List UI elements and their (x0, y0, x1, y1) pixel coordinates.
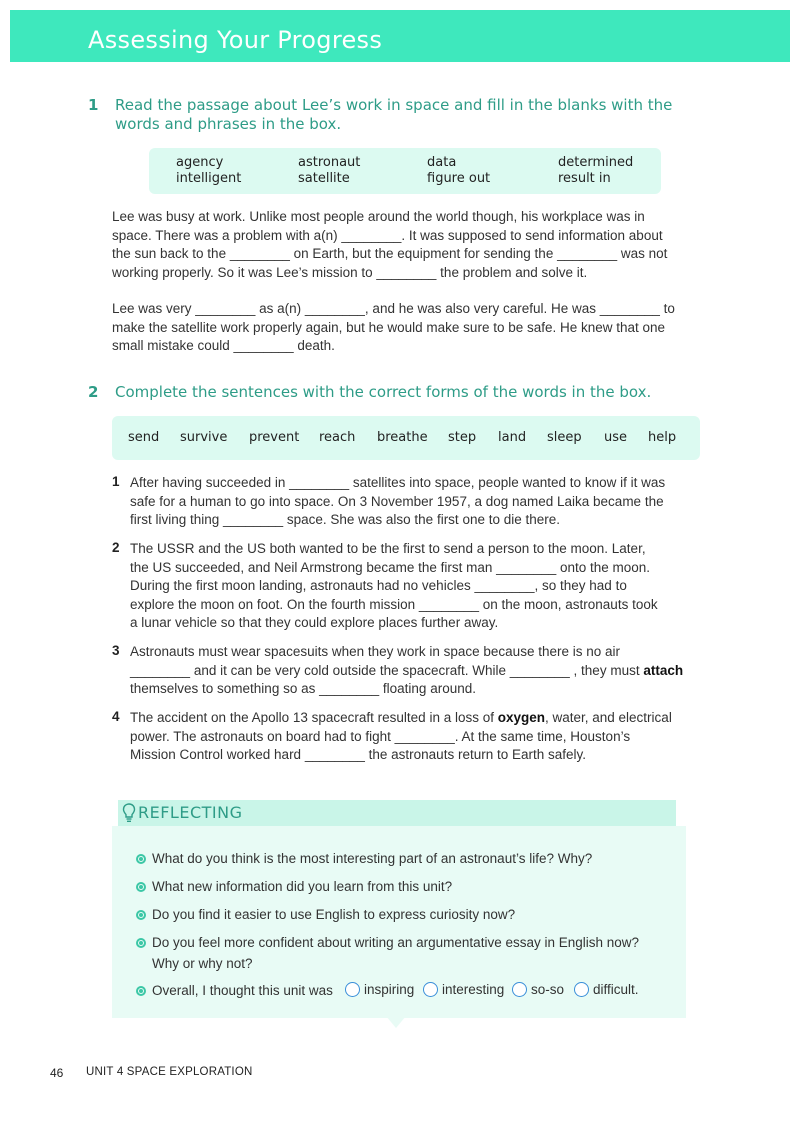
word-box-2-word: use (604, 430, 628, 445)
passage-line: make the satellite work properly again, but he would make sure to be safe. He knew that one (112, 319, 666, 335)
reflecting-panel-notch (386, 1016, 406, 1028)
word-box-1-word: agency (176, 155, 224, 170)
question-3-number: 3 (112, 643, 120, 658)
question-1-text (130, 474, 702, 530)
question-line: power. The astronauts on board had to fight ________. At the same time, Houston’s (130, 728, 631, 744)
word-box-1-word: determined (558, 155, 634, 170)
question-line (130, 662, 702, 681)
option-inspiring-radio[interactable] (345, 982, 360, 997)
word-box-2-word: land (498, 430, 527, 445)
bullet-icon (136, 854, 146, 864)
word-box-1-word: result in (558, 171, 611, 186)
word-box-1-word: astronaut (298, 155, 361, 170)
page-number: 46 (50, 1066, 64, 1080)
word-box-2-word: send (128, 430, 160, 445)
option-difficult-radio[interactable] (574, 982, 589, 997)
question-line: Astronauts must wear spacesuits when they work in space because there is no air (130, 644, 620, 659)
option-inspiring-label: inspiring (364, 982, 415, 997)
passage-paragraph-2 (112, 300, 700, 356)
question-line: After having succeeded in ________ satellites into space, people wanted to know if it was (130, 475, 666, 490)
reflecting-title: REFLECTING (138, 803, 243, 822)
question-1-number: 1 (112, 474, 120, 489)
reflecting-question: Do you feel more confident about writing an argumentative essay in English now? (152, 935, 640, 950)
question-line: Mission Control worked hard ________ the astronauts return to Earth safely. (130, 747, 587, 762)
question-2-text (130, 540, 702, 633)
option-so-so-label: so-so (531, 982, 565, 997)
passage-line: working properly. So it was Lee’s mission to ________ the problem and solve it. (112, 264, 588, 280)
lightbulb-icon (122, 802, 136, 824)
option-interesting-label: interesting (442, 982, 505, 997)
question-line: safe for a human to go into space. On 3 November 1957, a dog named Laika became the (130, 493, 664, 509)
question-3-text (130, 643, 702, 699)
passage-line: space. There was a problem with a(n) ________. It was supposed to send information about (112, 227, 663, 243)
section-1-title-line2: words and phrases in the box. (115, 115, 342, 133)
question-line: themselves to something so as ________ floating around. (130, 681, 476, 696)
question-line: explore the moon on foot. On the fourth mission ________ on the moon, astronauts took (130, 596, 658, 612)
word-box-1-word: satellite (298, 171, 350, 186)
option-difficult-label: difficult. (593, 982, 639, 997)
word-box-1 (149, 148, 661, 194)
bullet-icon (136, 882, 146, 892)
word-box-1-word: data (427, 155, 457, 170)
passage-line: Lee was very ________ as a(n) ________, and he was also very careful. He was ________ to (112, 301, 675, 316)
section-2-title: Complete the sentences with the correct forms of the words in the box. (115, 383, 652, 401)
bullet-icon (136, 910, 146, 920)
question-text-span: ________ and it can be very cold outside the spacecraft. While ________ , they must (130, 662, 644, 678)
question-text-span: , water, and electrical (545, 710, 672, 725)
option-interesting-radio[interactable] (423, 982, 438, 997)
word-box-2-word: survive (180, 430, 228, 445)
question-line: first living thing ________ space. She was also the first one to die there. (130, 512, 561, 527)
word-box-2-word: step (448, 430, 477, 445)
word-box-1-word: intelligent (176, 171, 242, 186)
word-box-2-word: reach (319, 430, 356, 445)
section-2-number: 2 (88, 383, 99, 401)
unit-label: UNIT 4 SPACE EXPLORATION (86, 1066, 253, 1078)
bullet-icon (136, 938, 146, 948)
passage-line: Lee was busy at work. Unlike most people around the world though, his workplace was in (112, 209, 645, 224)
question-4-text (130, 709, 702, 765)
question-line (130, 709, 702, 728)
word-box-2-word: sleep (547, 430, 582, 445)
reflecting-question: What new information did you learn from this unit? (152, 879, 453, 894)
page-title: Assessing Your Progress (88, 26, 383, 54)
reflecting-question-continued: Why or why not? (152, 956, 253, 971)
word-box-2-word: breathe (377, 430, 428, 445)
section-1-number: 1 (88, 96, 99, 114)
reflecting-question: Do you find it easier to use English to express curiosity now? (152, 907, 516, 922)
bullet-icon (136, 986, 146, 996)
overall-label: Overall, I thought this unit was (152, 983, 333, 998)
word-box-1-word: figure out (427, 171, 491, 186)
bold-keyword: attach (643, 662, 684, 678)
question-line: During the first moon landing, astronauts had no vehicles ________, so they had to (130, 578, 627, 593)
question-text-span: The accident on the Apollo 13 spacecraft resulted in a loss of (130, 710, 498, 725)
passage-line: the sun back to the ________ on Earth, but the equipment for sending the ________ was not (112, 246, 668, 261)
question-line: The USSR and the US both wanted to be the first to send a person to the moon. Later, (130, 541, 646, 556)
question-line: a lunar vehicle so that they could explore places further away. (130, 615, 499, 630)
reflecting-question: What do you think is the most interesting part of an astronaut’s life? Why? (152, 851, 593, 866)
word-box-2-word: help (648, 430, 677, 445)
passage-paragraph-1 (112, 208, 700, 282)
option-so-so-radio[interactable] (512, 982, 527, 997)
section-1-title-line1: Read the passage about Lee’s work in space and fill in the blanks with the (115, 96, 673, 114)
word-box-2-word: prevent (249, 430, 300, 445)
bold-keyword: oxygen (497, 710, 545, 725)
word-box-2 (112, 416, 700, 460)
question-2-number: 2 (112, 540, 120, 555)
question-4-number: 4 (112, 709, 120, 724)
passage-line: small mistake could ________ death. (112, 338, 335, 353)
question-line: the US succeeded, and Neil Armstrong became the first man ________ onto the moon. (130, 559, 651, 575)
